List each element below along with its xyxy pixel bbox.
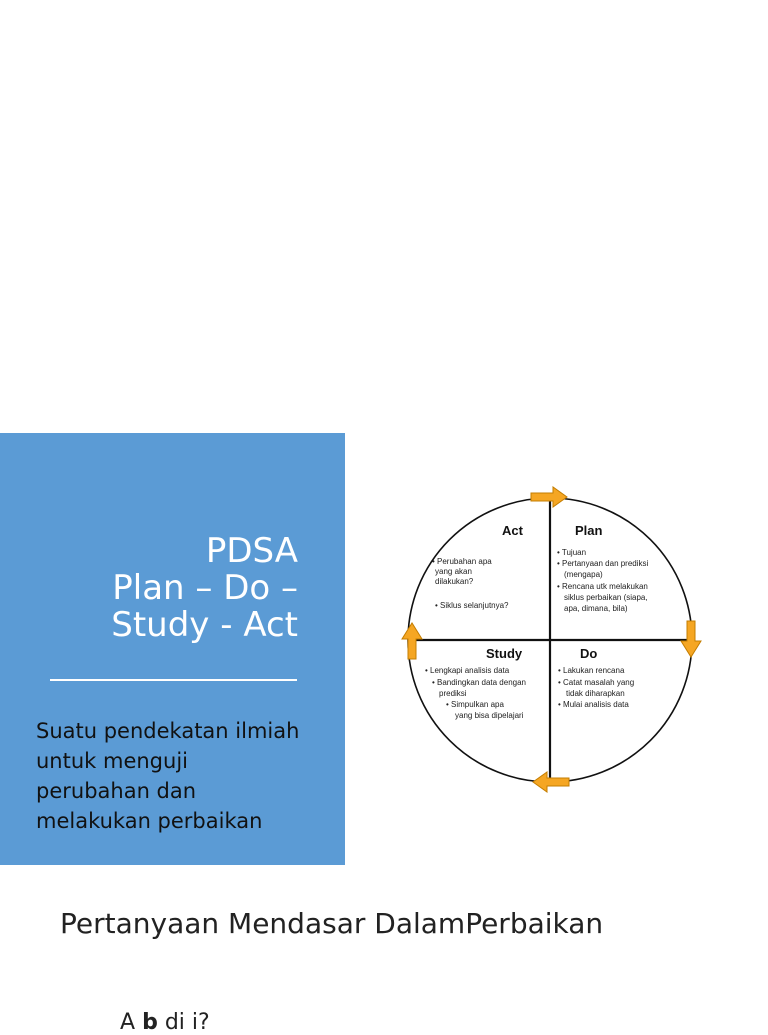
- act-line-2: yang akan: [435, 567, 472, 576]
- study-line-5: yang bisa dipelajari: [455, 711, 524, 720]
- title-divider: [50, 679, 297, 681]
- do-line-3: tidak diharapkan: [566, 689, 625, 698]
- plan-line-5: siklus perbaikan (siapa,: [564, 593, 648, 602]
- slide-subtitle: [36, 716, 326, 836]
- quadrant-label-act: Act: [502, 523, 523, 538]
- subtitle-line-3: perubahan dan: [36, 779, 197, 803]
- pdsa-cycle-diagram: [395, 485, 710, 795]
- subtitle-line-1: Suatu pendekatan ilmiah: [36, 719, 300, 743]
- title-line-1: PDSA: [205, 531, 298, 571]
- study-line-2: • Bandingkan data dengan: [432, 678, 526, 687]
- subtitle-line-4: melakukan perbaikan: [36, 809, 263, 833]
- quadrant-label-plan: Plan: [575, 523, 603, 538]
- study-line-4: • Simpulkan apa: [446, 700, 504, 709]
- title-line-2: Plan – Do –: [112, 568, 298, 608]
- title-panel: [0, 433, 345, 865]
- quadrant-label-do: Do: [580, 646, 598, 661]
- quadrant-label-study: Study: [486, 646, 523, 661]
- plan-line-3: (mengapa): [564, 570, 603, 579]
- act-line-4: • Siklus selanjutnya?: [435, 601, 509, 610]
- cutoff-bold: b: [142, 1010, 158, 1035]
- do-line-1: • Lakukan rencana: [558, 666, 625, 675]
- plan-line-2: • Pertanyaan dan prediksi: [557, 559, 649, 568]
- do-line-4: • Mulai analisis data: [558, 700, 629, 709]
- title-line-3: Study - Act: [111, 605, 298, 645]
- do-line-2: • Catat masalah yang: [558, 678, 635, 687]
- cutoff-pre: A: [120, 1010, 136, 1035]
- act-line-3: dilakukan?: [435, 577, 474, 586]
- study-line-1: • Lengkapi analisis data: [425, 666, 510, 675]
- slide-title: [8, 533, 298, 644]
- study-line-3: prediksi: [439, 689, 467, 698]
- plan-line-4: • Rencana utk melakukan: [557, 582, 648, 591]
- plan-line-6: apa, dimana, bila): [564, 604, 628, 613]
- plan-line-1: • Tujuan: [557, 548, 587, 557]
- section-heading: Pertanyaan Mendasar DalamPerbaikan: [60, 907, 604, 940]
- cutoff-question-text: [120, 1010, 210, 1035]
- cutoff-post: di i?: [164, 1010, 210, 1035]
- act-line-1: • Perubahan apa: [432, 557, 492, 566]
- subtitle-line-2: untuk menguji: [36, 749, 188, 773]
